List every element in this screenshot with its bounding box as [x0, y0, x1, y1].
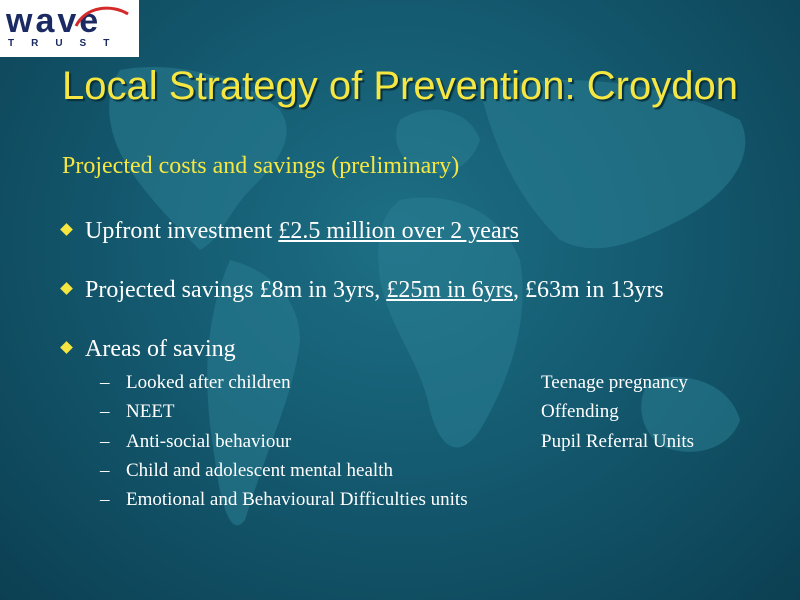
- area-label: Offending: [541, 401, 619, 422]
- wave-trust-logo: [0, 0, 139, 57]
- investment-highlight: £2.5 million over 2 years: [278, 218, 519, 244]
- slide-title: Local Strategy of Prevention: Croydon: [62, 64, 738, 108]
- list-item: [100, 489, 468, 511]
- slide-subtitle: Projected costs and savings (preliminary): [62, 153, 460, 179]
- list-item: [541, 401, 619, 423]
- area-label: Pupil Referral Units: [541, 431, 695, 452]
- area-label: Teenage pregnancy: [541, 372, 688, 393]
- list-item: [541, 431, 694, 453]
- logo-subtext: TRUST: [8, 38, 127, 49]
- bullet-text: Areas of saving: [85, 336, 236, 362]
- area-label: Looked after children: [126, 372, 291, 393]
- bullet-diamond-icon: [60, 282, 73, 295]
- area-label: Anti-social behaviour: [126, 431, 292, 452]
- dash-icon: –: [100, 489, 110, 510]
- area-label: Child and adolescent mental health: [126, 460, 393, 481]
- list-item: [100, 372, 291, 394]
- dash-icon: –: [100, 372, 110, 393]
- area-label: Emotional and Behavioural Difficulties units: [126, 489, 468, 510]
- bullet-diamond-icon: [60, 341, 73, 354]
- area-label: NEET: [126, 401, 175, 422]
- bullet-text-suffix: , £63m in 13yrs: [512, 277, 664, 303]
- savings-highlight: £25m in 6yrs: [386, 277, 513, 303]
- dash-icon: –: [100, 460, 110, 481]
- dash-icon: –: [100, 431, 110, 452]
- logo-word: wave: [6, 2, 102, 40]
- list-item: [541, 372, 688, 394]
- bullet-diamond-icon: [60, 223, 73, 236]
- dash-icon: –: [100, 401, 110, 422]
- list-item: [100, 401, 175, 423]
- bullet-areas-of-saving: [62, 336, 236, 363]
- logo-swoosh-icon: [72, 4, 132, 30]
- bullet-upfront-investment: [62, 218, 519, 245]
- bullet-projected-savings: [62, 277, 664, 304]
- bullet-text: Projected savings £8m in 3yrs,: [85, 277, 387, 303]
- list-item: [100, 431, 291, 453]
- bullet-text: Upfront investment: [85, 218, 279, 244]
- list-item: [100, 460, 393, 482]
